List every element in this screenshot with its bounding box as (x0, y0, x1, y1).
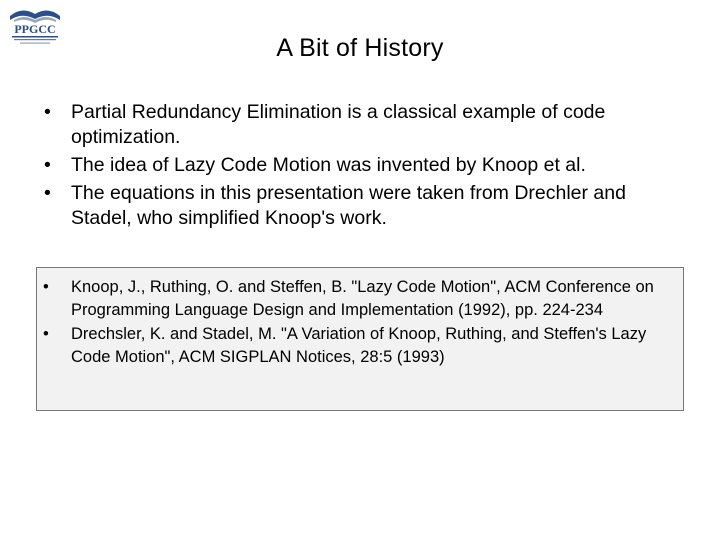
references-box (36, 267, 684, 411)
reference-item (39, 323, 683, 368)
list-item (40, 100, 690, 150)
reference-text: Drechsler, K. and Stadel, M. "A Variation of Knoop, Ruthing, and Steffen's Lazy Code Motion", ACM SIGPLAN Notices, 28:5 (1993) (71, 325, 647, 366)
bullet-icon: • (44, 182, 51, 204)
svg-text:PPGCC: PPGCC (14, 22, 56, 36)
bullet-icon: • (44, 154, 51, 176)
reference-text: Knoop, J., Ruthing, O. and Steffen, B. "Lazy Code Motion", ACM Conference on Programming Language Design and Implementation (1992), pp. 224-234 (71, 278, 654, 319)
slide-title: A Bit of History (276, 34, 444, 62)
list-item (40, 153, 690, 178)
reference-item (39, 276, 683, 321)
list-item (40, 181, 690, 231)
bullet-icon: • (43, 325, 49, 343)
bullet-text: The equations in this presentation were taken from Drechler and Stadel, who simplified Knoop's work. (71, 182, 626, 229)
bullet-icon: • (44, 101, 51, 123)
references-list (39, 276, 683, 370)
bullet-list (40, 100, 690, 234)
bullet-text: The idea of Lazy Code Motion was invented by Knoop et al. (71, 154, 586, 176)
bullet-icon: • (43, 278, 49, 296)
bullet-text: Partial Redundancy Elimination is a classical example of code optimization. (71, 101, 606, 148)
